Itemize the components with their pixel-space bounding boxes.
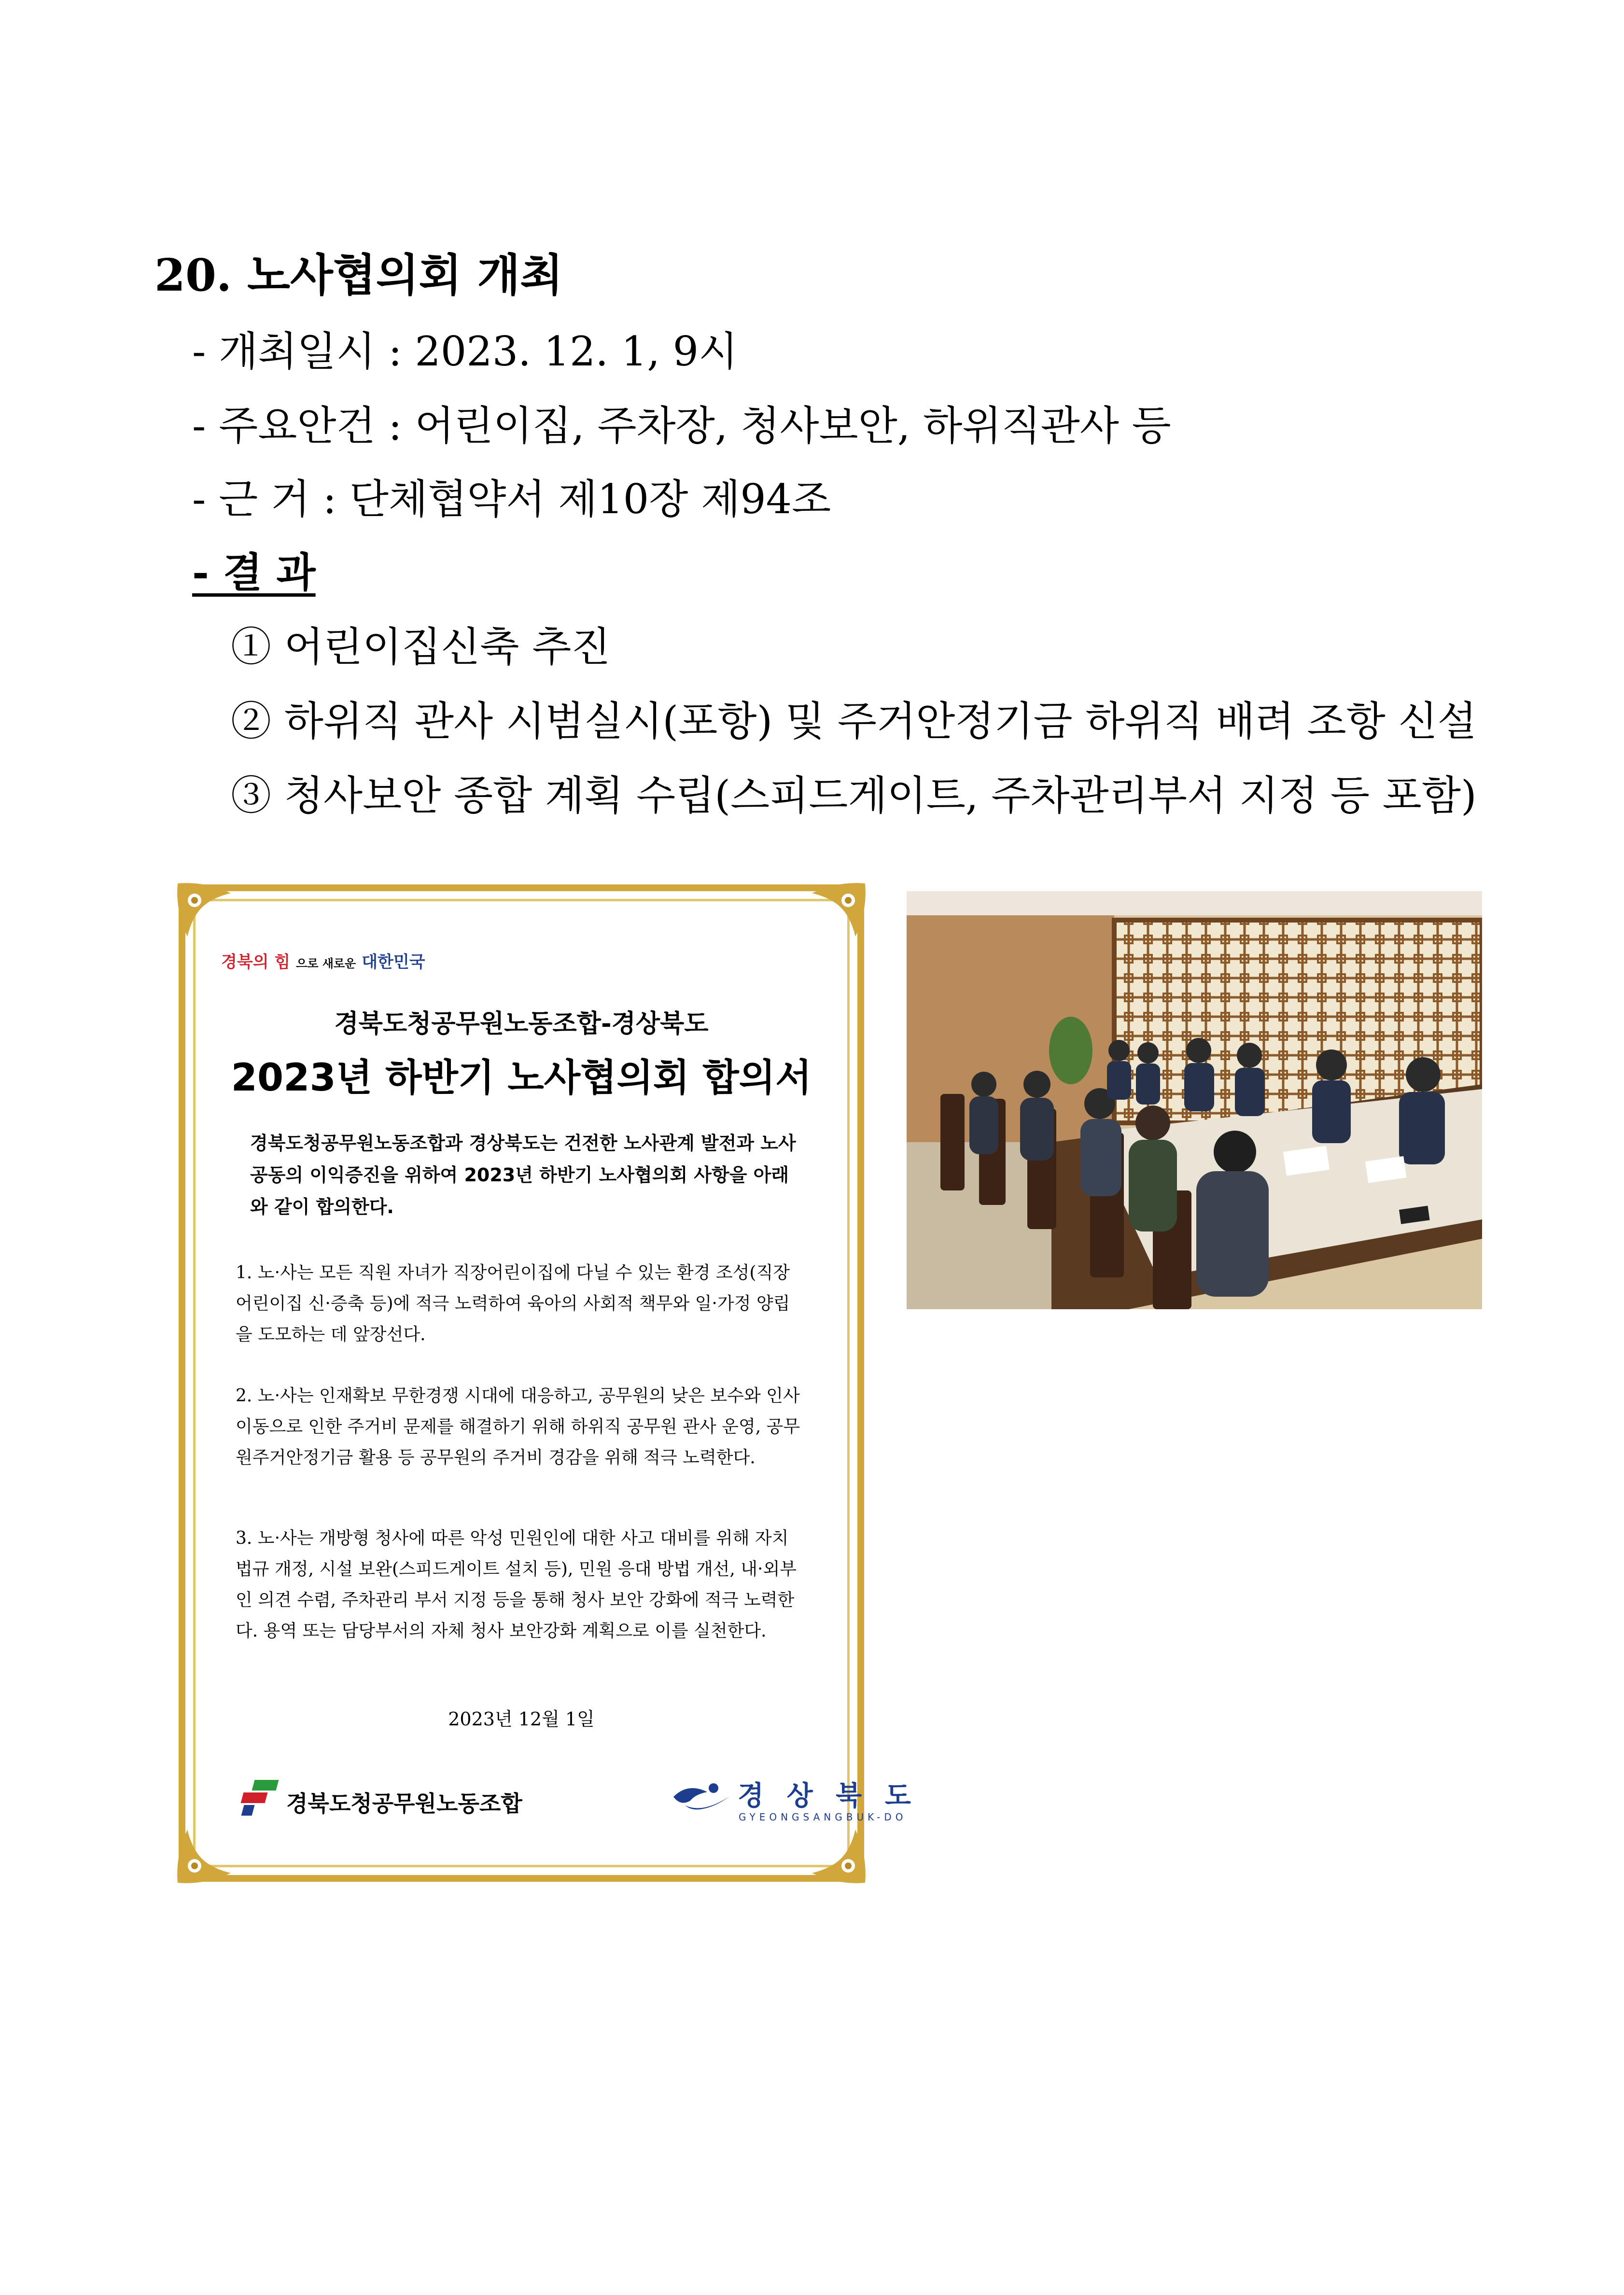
union-logo-icon (240, 1779, 281, 1818)
agreement-certificate (173, 879, 918, 1888)
ornament-corner-icon (173, 879, 236, 941)
certificate-intro: 경북도청공무원노동조합과 경상북도는 건전한 노사관계 발전과 노사 공동의 이익증진을 위하여 2023년 하반기 노사협의회 사항을 아래와 같이 합의한다. (250, 1133, 796, 1217)
ornament-corner-icon (807, 879, 870, 941)
slogan-mid: 으로 새로운 (296, 957, 356, 970)
result-item-1: ① 어린이집신축 추진 (231, 623, 611, 671)
section-title: 20. 노사협의회 개최 (154, 249, 563, 301)
certificate-title: 2023년 하반기 노사협의회 합의서 (231, 1056, 812, 1100)
gyeongbuk-name-en: GYEONGSANGBUK-DO (739, 1811, 907, 1823)
info-line-basis: - 근 거 : 단체협약서 제10장 제94조 (192, 476, 831, 523)
slogan-suffix: 대한민국 (362, 952, 425, 972)
result-label: - 결 과 (192, 548, 316, 596)
info-line-agenda: - 주요안건 : 어린이집, 주차장, 청사보안, 하위직관사 등 (192, 402, 1171, 449)
gyeongbuk-name: 경 상 북 도 (738, 1780, 918, 1812)
certificate-subtitle: 경북도청공무원노동조합-경상북도 (334, 1009, 709, 1038)
certificate-date: 2023년 12월 1일 (448, 1708, 595, 1730)
gyeongbuk-logo-icon (671, 1777, 731, 1816)
union-name: 경북도청공무원노동조합 (286, 1791, 522, 1817)
info-line-datetime: - 개최일시 : 2023. 12. 1, 9시 (192, 328, 738, 375)
agreement-item: 1. 노·사는 모든 직원 자녀가 직장어린이집에 다닐 수 있는 환경 조성(직장어린이집 신·증축 등)에 적극 노력하여 육아의 사회적 책무와 일·가정 양립을 도모하는 데 앞장선다. (236, 1263, 790, 1344)
result-item-2: ② 하위직 관사 시범실시(포항) 및 주거안정기금 하위직 배려 조항 신설 (231, 698, 1477, 745)
result-item-3: ③ 청사보안 종합 계획 수립(스피드게이트, 주차관리부서 지정 등 포함) (231, 772, 1477, 819)
slogan (221, 949, 425, 972)
agreement-item: 3. 노·사는 개방형 청사에 따른 악성 민원인에 대한 사고 대비를 위해 자치법규 개정, 시설 보완(스피드게이트 설치 등), 민원 응대 방법 개선, 내·외부인 의견 수렴, 주차관리 부서 지정 등을 통해 청사 보안 강화에 적극 노력한다. 용역 또는 담당부서의 자체 청사 보안강화 계획으로 이를 실천한다. (236, 1528, 797, 1641)
slogan-prefix: 경북의 힘 (221, 952, 291, 972)
agreement-item: 2. 노·사는 인재확보 무한경쟁 시대에 대응하고, 공무원의 낮은 보수와 인사이동으로 인한 주거비 문제를 해결하기 위해 하위직 공무원 관사 운영, 공무원주거안정기금 활용 등 공무원의 주거비 경감을 위해 적극 노력한다. (236, 1386, 800, 1468)
ornament-corner-icon (807, 1825, 870, 1888)
ornament-corner-icon (173, 1825, 236, 1888)
meeting-photo (907, 891, 1482, 1309)
